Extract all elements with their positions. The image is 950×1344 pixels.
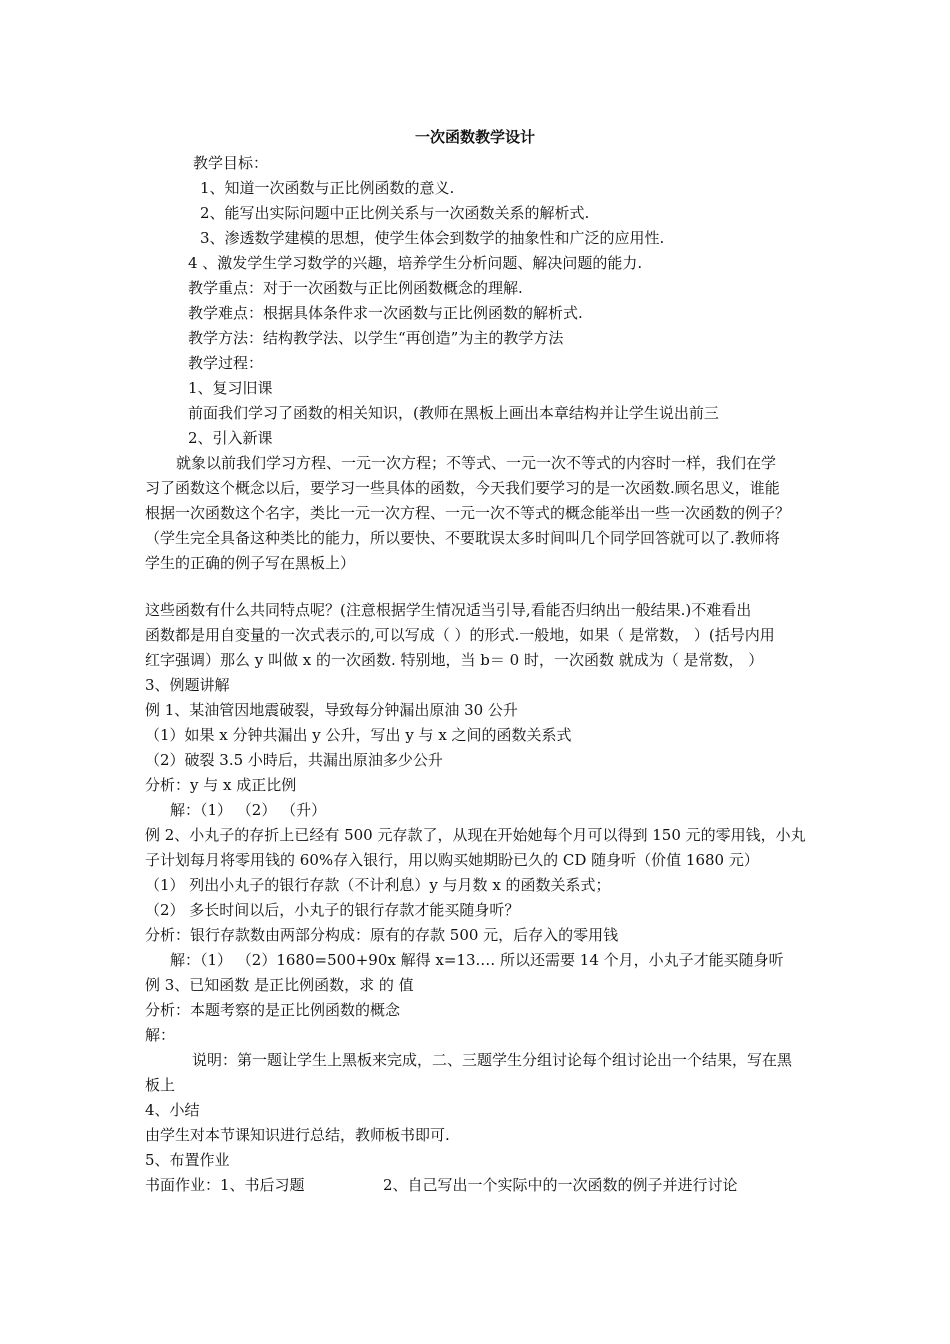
example-2-line-2: 子计划每月将零用钱的 60%存入银行，用以购买她期盼已久的 CD 随身听（价值 1680 元） [145, 851, 759, 869]
summary-text: 由学生对本节课知识进行总结，教师板书即可. [145, 1126, 450, 1144]
example-3-analysis: 分析：本题考察的是正比例函数的概念 [145, 1001, 401, 1019]
example-2-analysis: 分析：银行存款数由两部分构成：原有的存款 500 元，后存入的零用钱 [145, 926, 619, 944]
examples-heading: 3、例题讲解 [145, 676, 230, 694]
new-lesson-text-2: 习了函数这个概念以后，要学习一些具体的函数，今天我们要学习的是一次函数.顾名思义，谁能 [145, 479, 780, 497]
objectives-heading: 教学目标： [193, 154, 269, 172]
example-3-solution: 解： [145, 1026, 176, 1044]
objective-2: 2、能写出实际问题中正比例关系与一次函数关系的解析式. [200, 204, 590, 222]
homework-item-1: 书面作业：1、书后习题 [145, 1176, 305, 1194]
example-1-q1: （1）如果 x 分钟共漏出 y 公升，写出 y 与 x 之间的函数关系式 [145, 726, 572, 744]
common-features-1: 这些函数有什么共同特点呢？(注意根据学生情况适当引导,看能否归纳出一般结果.)不难看出 [145, 601, 752, 619]
objective-3: 3、渗透数学建模的思想，使学生体会到数学的抽象性和广泛的应用性. [200, 229, 665, 247]
process-heading: 教学过程： [188, 354, 264, 372]
document-title: 一次函数教学设计 [414, 128, 535, 146]
difficulty: 教学难点：根据具体条件求一次函数与正比例函数的解析式. [188, 304, 583, 322]
note-line-2: 板上 [145, 1076, 176, 1094]
key-point: 教学重点：对于一次函数与正比例函数概念的理解. [188, 279, 523, 297]
example-2-q2: （2） 多长时间以后，小丸子的银行存款才能买随身听？ [145, 901, 520, 919]
example-1-analysis: 分析：y 与 x 成正比例 [145, 776, 297, 794]
homework-heading: 5、布置作业 [145, 1151, 230, 1169]
example-2-line-1: 例 2、小丸子的存折上已经有 500 元存款了，从现在开始她每个月可以得到 150 元的零用钱，小丸 [145, 826, 806, 844]
example-2-solution: 解：（1） （2）1680=500+90x 解得 x=13.… 所以还需要 14 个月，小丸子才能买随身听 [170, 951, 784, 969]
example-1-q2: （2）破裂 3.5 小時后，共漏出原油多少公升 [145, 751, 443, 769]
new-lesson-text-1: 就象以前我们学习方程、一元一次方程；不等式、一元一次不等式的内容时一样，我们在学 [176, 454, 777, 472]
new-lesson-heading: 2、引入新课 [188, 429, 273, 447]
new-lesson-text-4: （学生完全具备这种类比的能力，所以要快、不要耽误太多时间叫几个同学回答就可以了.教师将 [145, 529, 780, 547]
method: 教学方法：结构教学法、以学生“再创造”为主的教学方法 [188, 329, 564, 347]
summary-heading: 4、小结 [145, 1101, 200, 1119]
review-heading: 1、复习旧课 [188, 379, 273, 397]
common-features-3: 红字强调）那么 y 叫做 x 的一次函数. 特别地，当 b＝ 0 时，一次函数 就成为（ 是常数， ） [145, 651, 764, 669]
new-lesson-text-5: 学生的正确的例子写在黑板上） [145, 554, 356, 572]
review-text: 前面我们学习了函数的相关知识，(教师在黑板上画出本章结构并让学生说出前三 [188, 404, 719, 422]
note-line-1: 说明：第一题让学生上黑板来完成，二、三题学生分组讨论每个组讨论出一个结果，写在黑 [192, 1051, 793, 1069]
common-features-2: 函数都是用自变量的一次式表示的,可以写成（ ）的形式.一般地，如果（ 是常数， ）(括号内用 [145, 626, 775, 644]
objective-1: 1、知道一次函数与正比例函数的意义. [200, 179, 455, 197]
example-1: 例 1、某油管因地震破裂，导致每分钟漏出原油 30 公升 [145, 701, 518, 719]
new-lesson-text-3: 根据一次函数这个名字，类比一元一次方程、一元一次不等式的概念能举出一些一次函数的例子？ [145, 504, 791, 522]
example-1-solution: 解：（1） （2） （升） [170, 801, 327, 819]
example-3: 例 3、已知函数 是正比例函数，求 的 值 [145, 976, 414, 994]
objective-4: 4 、激发学生学习数学的兴趣，培养学生分析问题、解决问题的能力. [188, 254, 643, 272]
example-2-q1: （1） 列出小丸子的银行存款（不计利息）y 与月数 x 的函数关系式； [145, 876, 611, 894]
homework-item-2: 2、自己写出一个实际中的一次函数的例子并进行讨论 [383, 1176, 738, 1194]
